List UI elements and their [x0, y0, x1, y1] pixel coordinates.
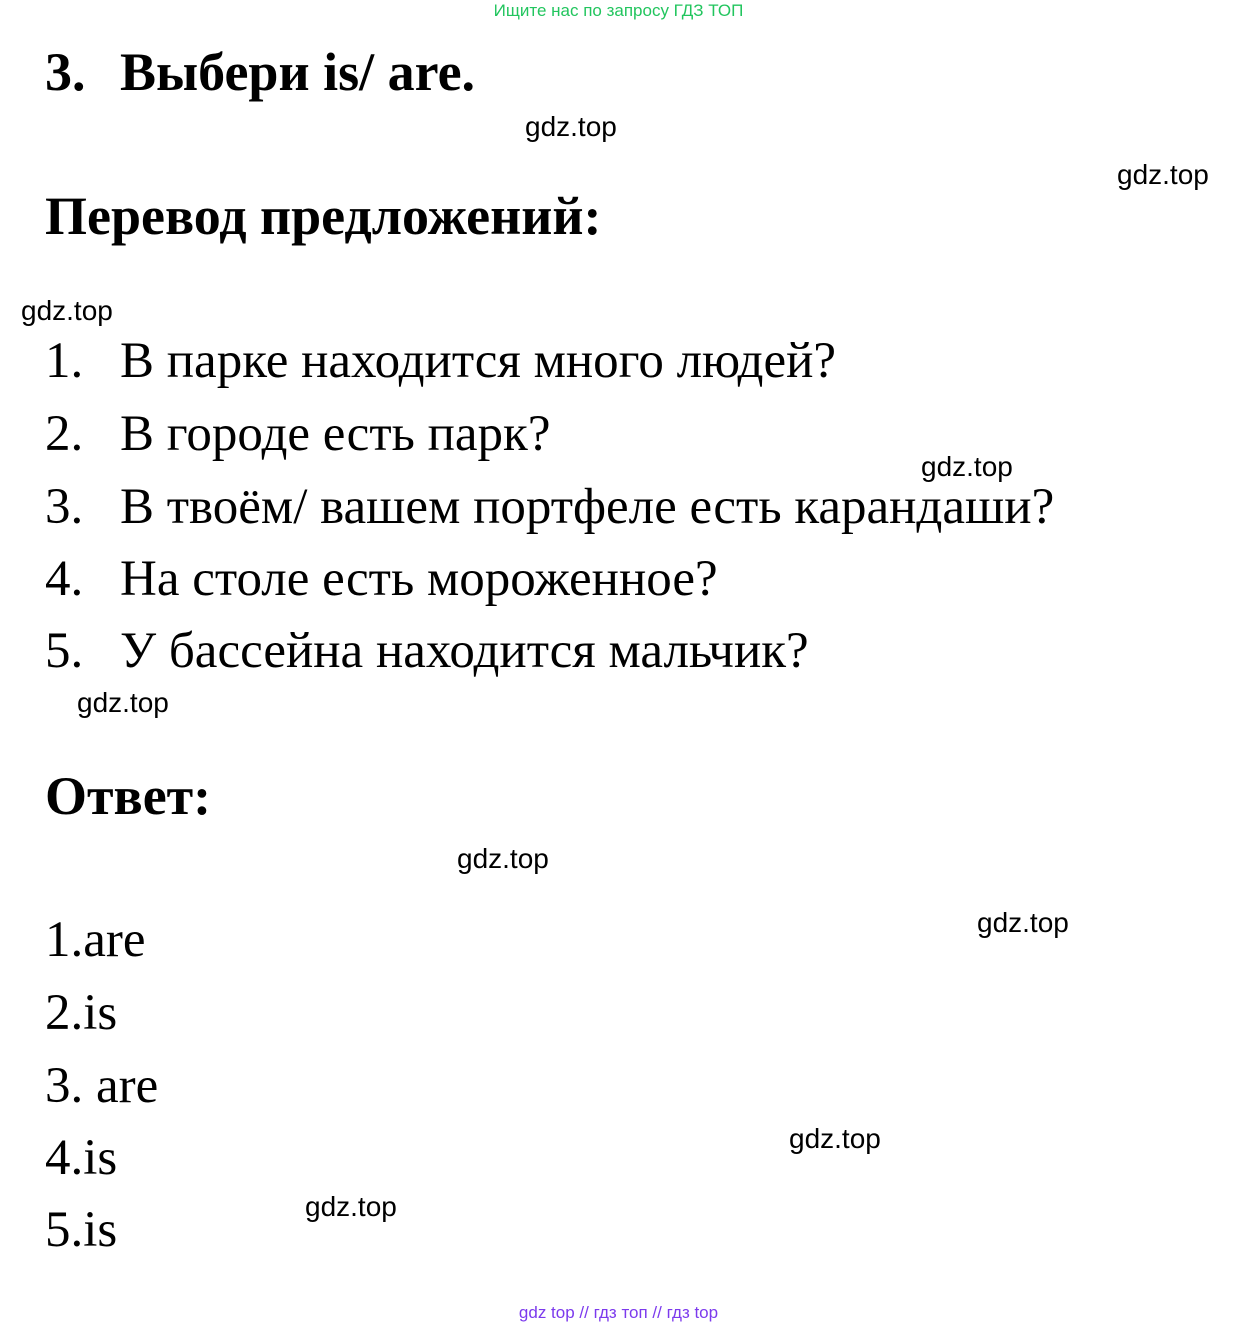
list-item-text: В парке находится много людей? — [120, 333, 837, 389]
footer: gdz top // гдз топ // гдз top — [518, 1303, 719, 1322]
watermark: gdz.top — [921, 451, 1013, 482]
list-item-number: 5. — [45, 623, 84, 679]
task-number: 3. — [45, 42, 86, 102]
list-item-number: 2. — [45, 406, 84, 462]
list-item-text: У бассейна находится мальчик? — [120, 623, 809, 679]
answer-item: 3. are — [45, 1058, 159, 1114]
answer-item: 4.is — [45, 1130, 118, 1186]
watermark: gdz.top — [977, 907, 1069, 938]
watermark: gdz.top — [789, 1123, 881, 1154]
answer-item: 2.is — [45, 985, 118, 1041]
watermark: gdz.top — [305, 1191, 397, 1222]
watermark: gdz.top — [525, 111, 617, 142]
watermark: gdz.top — [21, 295, 113, 326]
list-item-text: На столе есть мороженное? — [120, 551, 718, 607]
watermark: gdz.top — [457, 843, 549, 874]
answer-item: 5.is — [45, 1202, 118, 1258]
watermark: gdz.top — [1117, 159, 1209, 190]
list-item-number: 1. — [45, 333, 84, 389]
translation-heading: Перевод предложений: — [45, 186, 602, 246]
list-item-text: В твоём/ вашем портфеле есть карандаши? — [120, 479, 1055, 535]
list-item-number: 3. — [45, 479, 84, 535]
answer-heading: Ответ: — [45, 766, 212, 826]
list-item-number: 4. — [45, 551, 84, 607]
top-banner: Ищите нас по запросу ГДЗ ТОП — [493, 1, 744, 20]
answer-item: 1.are — [45, 912, 146, 968]
list-item-text: В городе есть парк? — [120, 406, 551, 462]
watermark: gdz.top — [77, 687, 169, 718]
task-title: Выбери is/ are. — [120, 42, 476, 102]
